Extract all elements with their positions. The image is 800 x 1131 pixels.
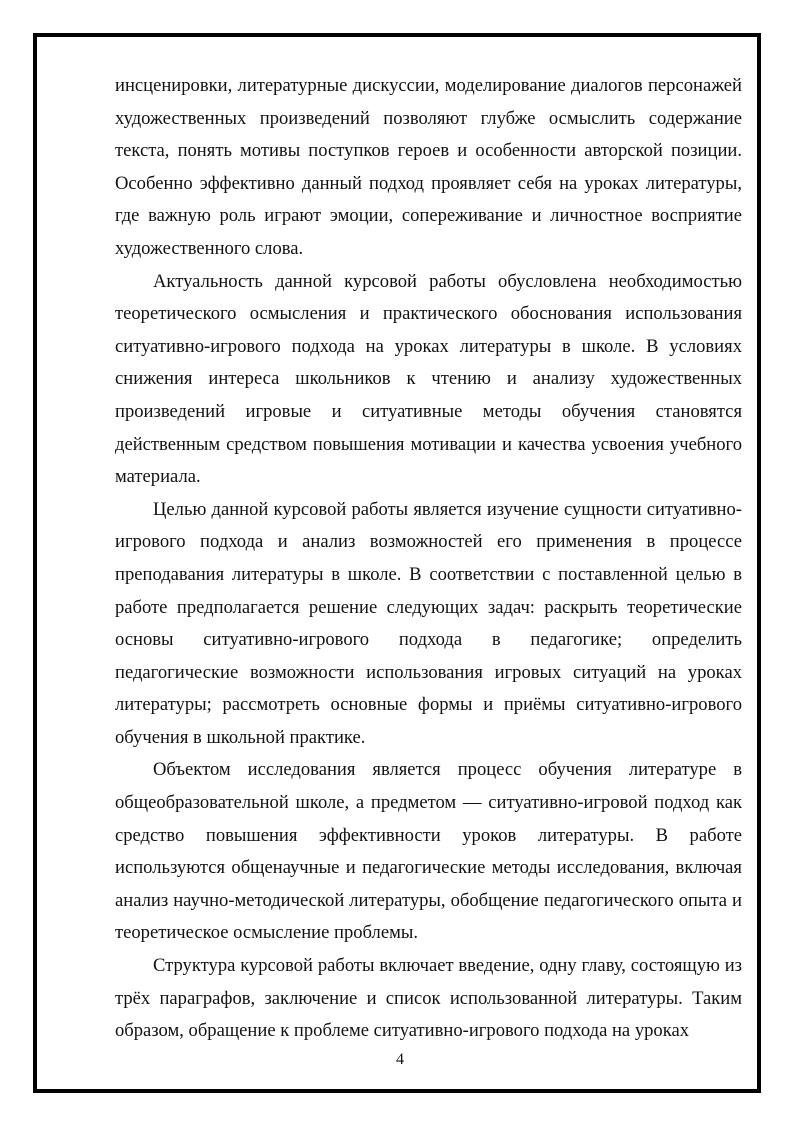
paragraph-object: Объектом исследования является процесс обучения литературе в общеобразовательной школе, а предметом — ситуативно-игровой подход как средство повышения эффективности уроков литературы. В работе используются общенаучные и педагогические методы исследования, включая анализ научно-методической литературы, обобщение педагогического опыта и теоретическое осмысление проблемы.: [115, 759, 742, 944]
document-body: [115, 70, 742, 1048]
page-number: 4: [396, 1051, 404, 1068]
paragraph-goal: Целью данной курсовой работы является изучение сущности ситуативно-игрового подхода и анализ возможностей его применения в процессе преподавания литературы в школе. В соответствии с поставленной целью в работе предполагается решение следующих задач: раскрыть теоретические основы ситуативно-игрового подхода в педагогике; определить педагогические возможности использования игровых ситуаций на уроках литературы; рассмотреть основные формы и приёмы ситуативно-игрового обучения в школьной практике.: [115, 498, 742, 748]
paragraph-relevance: Актуальность данной курсовой работы обусловлена необходимостью теоретического осмысления и практического обоснования использования ситуативно-игрового подхода на уроках литературы в школе. В условиях снижения интереса школьников к чтению и анализу художественных произведений игровые и ситуативные методы обучения становятся действенным средством повышения мотивации и качества усвоения учебного материала.: [115, 270, 742, 488]
paragraph-structure: Структура курсовой работы включает введение, одну главу, состоящую из трёх параграфов, заключение и список использованной литературы. Таким образом, обращение к проблеме ситуативно-игрового подхода на уроках: [115, 955, 742, 1042]
paragraph-continuation: инсценировки, литературные дискуссии, моделирование диалогов персонажей художественных произведений позволяют глубже осмыслить содержание текста, понять мотивы поступков героев и особенности авторской позиции. Особенно эффективно данный подход проявляет себя на уроках литературы, где важную роль играют эмоции, сопереживание и личностное восприятие художественного слова.: [115, 75, 742, 259]
